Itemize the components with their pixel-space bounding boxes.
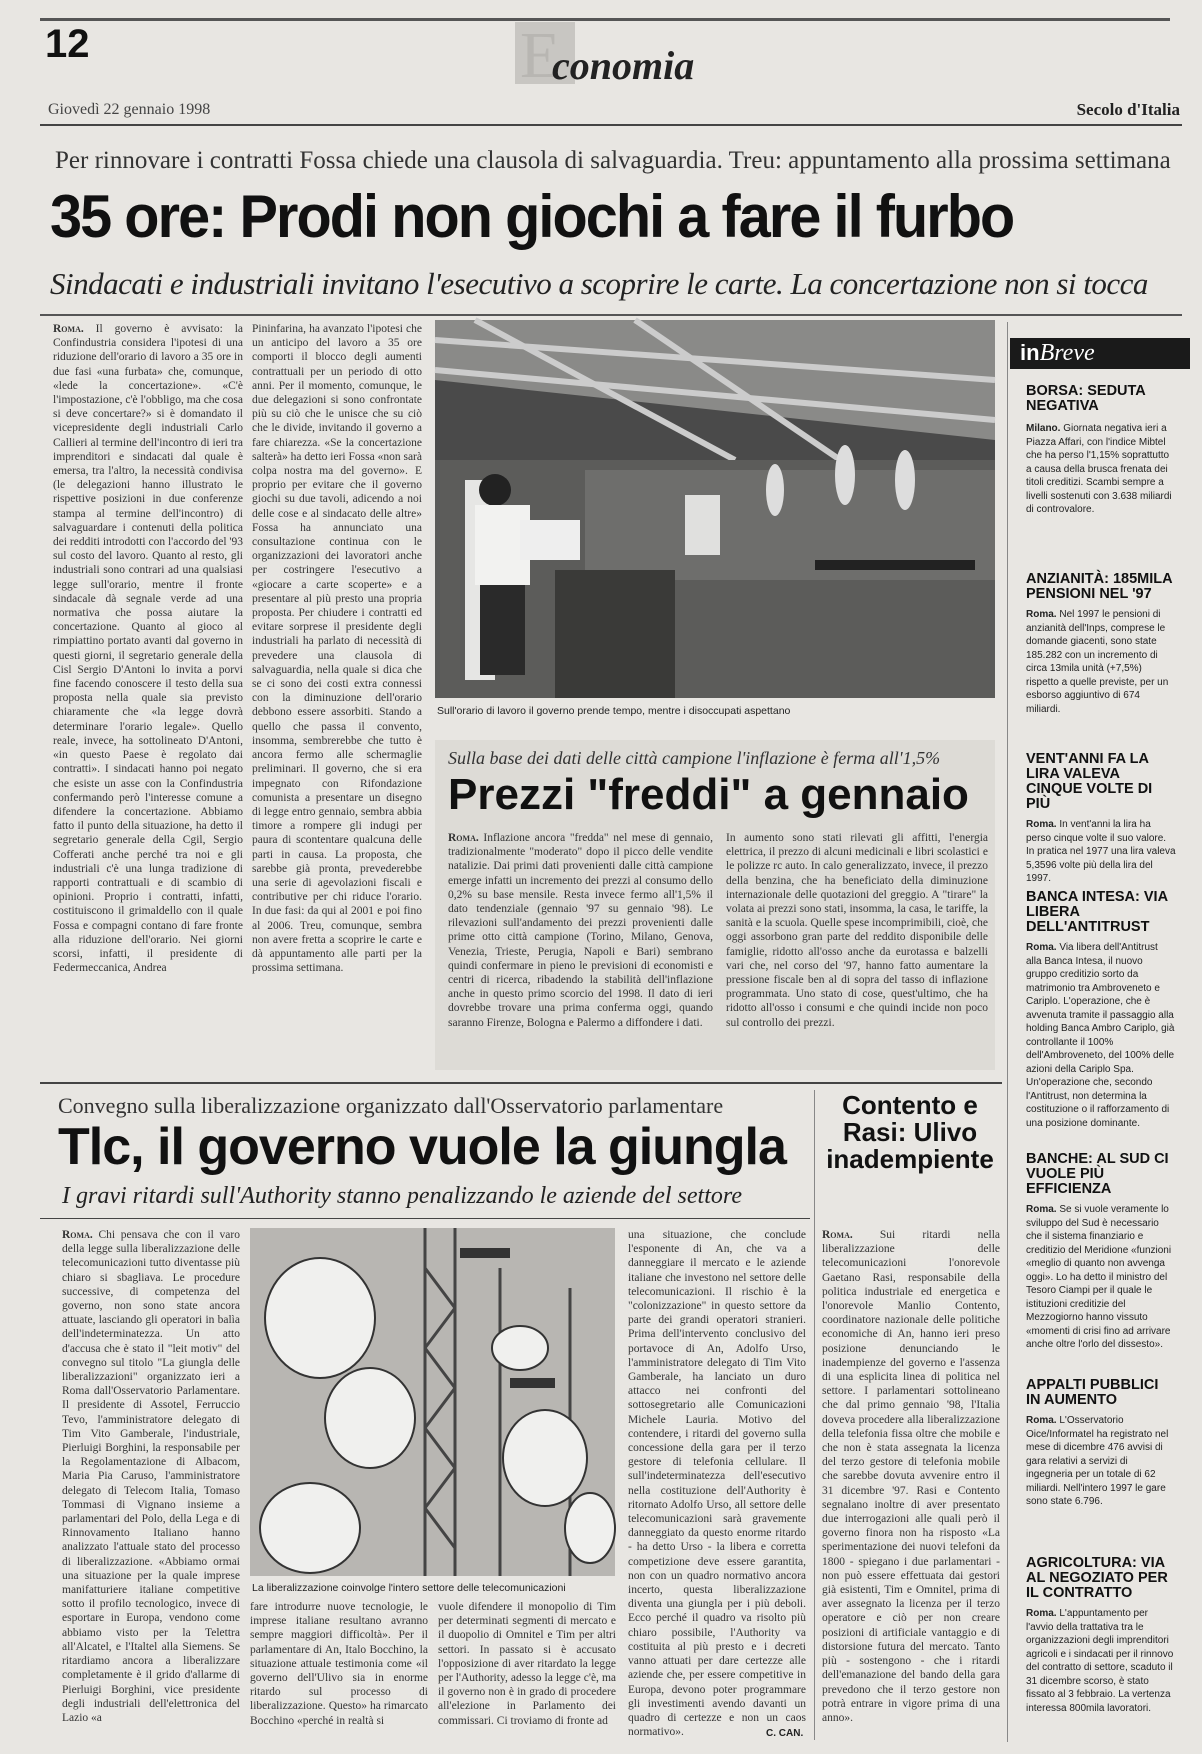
breve-tag-in: in xyxy=(1020,340,1040,365)
issue-date: Giovedì 22 gennaio 1998 xyxy=(48,101,211,118)
antenna-photo-image xyxy=(250,1228,615,1576)
breve-dateline-6: Roma. xyxy=(1026,1415,1057,1426)
tlc-text-4: vuole difendere il monopolio di Tim per determinati segmenti di mercato e il duopolio di Omnitel e Tim per altri settori. In passato si è accusato l'opposizione di aver ritardato la legge per l'Authority, adesso la legge c'è, ma il governo non è in grado di procedere all'elezione in Parlamento dei commissari. Ci troviamo di fronte ad xyxy=(438,1601,616,1727)
lead-column-2 xyxy=(252,322,422,1070)
inflation-headline: Prezzi "freddi" a gennaio xyxy=(448,770,969,819)
breve-text-3: In vent'anni la lira ha perso cinque volte il suo valore. In pratica nel 1977 una lira valeva 5,3596 volte più della lira del 1997. xyxy=(1026,819,1176,884)
lead-photo-caption: Sull'orario di lavoro il governo prende tempo, mentre i disoccupati aspettano xyxy=(437,705,791,717)
sidebar-rule xyxy=(814,1090,815,1740)
inflation-column-1 xyxy=(448,831,713,1066)
breve-item-3 xyxy=(1026,752,1176,886)
breve-item-1 xyxy=(1026,384,1176,517)
breve-rule xyxy=(1007,322,1008,1742)
breve-head-1: BORSA: SEDUTA NEGATIVA xyxy=(1026,383,1146,414)
breve-item-6 xyxy=(1026,1378,1176,1509)
breve-head-4: BANCA INTESA: VIA LIBERA DELL'ANTITRUST xyxy=(1026,889,1168,935)
breve-item-7 xyxy=(1026,1556,1176,1715)
breve-head-7: AGRICOLTURA: VIA AL NEGOZIATO PER IL CONTRATTO xyxy=(1026,1555,1168,1601)
lead-text-1: Il governo è avvisato: la Confindustria considera l'ipotesi di una riduzione dell'orario di lavoro a 35 ore in due fasi «una furbata» che, comunque, «lede la concertazione». «C'è l'impostazione, c'è l'obbligo, ma che cosa si deve concertare?» si è domandato il vicepresidente degli industriali Carlo Callieri al termine dell'incontro di ieri tra imprenditori e sindacati dal quale è emersa, tra l'altro, la necessità condivisa (le delegazioni hanno illustrato le rispettive posizioni in due conferenze stampa al termine dell'incontro) di salvaguardare i contenuti della politica dei redditi introdotti con l'accordo del '93 sul costo del lavoro. Quanto al resto, gli industriali sono contrari ad una qualsiasi legge sull'orario, mentre il fronte sindacale dà segnale verde ad una normativa che possa aiutare la concertazione. Quanto al gioco al rimpiattino portato avanti dal governo in questi giorni, il segretario generale della Cisl Sergio D'Antoni lo invita a porvi fine facendo conoscere il testo della sua proposta nella quale sia previsto chiaramente che «la legge dovrà determinare l'orario legale». Quello reale, invece, ha sottolineato D'Antoni, «in questo Paese è regolato dai contratti». I sindacati hanno poi negato che esiste un asse con la Confindustria confermando però l'interesse comune a difendere la concertazione. Abbiamo fatto il punto della situazione, ha detto il segretario generale della Cgil, Sergio Cofferati anche perché tra noi e gli industriali c'è una lunga tradizione di rapporti contrattuali e di scambio di opinioni. Proprio i contratti, infatti, costituiscono il grimaldello con il quale Fossa e compagni contano di fare fronte alla riduzione dell'orario. Nei giorni scorsi, infatti, il presidente di Federmeccanica, Andrea xyxy=(53,323,244,975)
lead-text-2: Pininfarina, ha avanzato l'ipotesi che un anticipo del lavoro a 35 ore comporti il blocco degli aumenti contrattuali per un periodo di otto anni. Per il momento, comunque, le due delegazioni si sono confrontate più su ciò che le unisce che su ciò che le divide, invitando il governo a fare chiarezza. «Se la concertazione salterà» ha detto ieri Fossa «non sarà colpa nostra ma del governo». E proprio per evitare che il governo giochi su due tavoli, adicendo a noi delle cose e al sindacato delle altre» Fossa ha annunciato una consultazione continua con le organizzazioni dei lavoratori anche per costringere l'esecutivo a «giocare a carte scoperte» e a presentare al più presto una propria proposta. Per chiudere i contratti ed evitare sorprese il presidente degli industriali ha parlato di necessità di prevedere una clausola di salvaguardia, nella quale si dica che se ci sono dei costi extra connessi con la diminuzione dell'orario debbono essere assorbiti. Stando a quello che passa il convento, insomma, sembrerebbe che tutto è ancora fermo alle schermaglie preliminari. Il governo, che si era impegnato con Rifondazione comunista a presentare un disegno di legge entro gennaio, sembra abbia timore a rompere gli indugi per paura di scontentare qualcuna delle parti in causa. La proposta, che sarebbe già pronta, prevederebbe una serie di agevolazioni fiscali e contributive per chi riduce l'orario. In due fasi: da qui al 2001 e poi fino al 2006. Treu, comunque, sembra non avere fretta a scoprire le carte e dà appuntamento alle parti per la prossima settimana. xyxy=(252,323,422,975)
lead-kicker: Per rinnovare i contratti Fossa chiede una clausola di salvaguardia. Treu: appuntamento alla prossima settimana xyxy=(55,147,1171,174)
tlc-dateline: Roma. xyxy=(62,1229,93,1241)
breve-head-2: ANZIANITÀ: 185MILA PENSIONI NEL '97 xyxy=(1026,571,1173,602)
tlc-column-4 xyxy=(438,1600,616,1738)
breve-head-5: BANCHE: AL SUD CI VUOLE PIÙ EFFICIENZA xyxy=(1026,1151,1169,1197)
sidebar-text: Sui ritardi nella liberalizzazione delle telecomunicazioni l'onorevole Gaetano Rasi, responsabile della politica industriale ed energetica e l'onorevole Manlio Contento, coordinatore nazionale delle politiche economiche di An, hanno ieri preso posizione denunciando le inadempienze del governo e l'assenza di una esplicita linea di politica nel settore. I parlamentari sottolineano che dal primo gennaio '98, l'Italia doveva procedere alla liberalizzazione della telefonia fissa oltre che mobile e che non è stata assegnata la licenza del terzo gestore di telefonia mobile che sarebbe dovuta avvenire entro il 31 dicembre '97. Rasi e Contento segnalano inoltre di aver presentato due interrogazioni alle quali però il governo finora non ha risposto «La sperimentazione dei nuovi telefoni da 1800 - spiegano i due parlamentari - non può essere effettuata dai gestori già esistenti, Tim e Omnitel, prima di aver assegnato la licenza per il terzo operatore e ciò per non creare posizioni di artificiale vantaggio e di distorsione futura del mercato. Tanto più - sostengono - che i ritardi dell'emanazione del bando della gara prevedono che il terzo gestore non potrà entrare in vigore prima di una anno». xyxy=(822,1229,1000,1724)
page-number: 12 xyxy=(45,22,90,66)
breve-tag xyxy=(1010,338,1190,369)
breve-dateline-1: Milano. xyxy=(1026,423,1061,434)
breve-text-2: Nel 1997 le pensioni di anzianità dell'Inps, comprese le domande giacenti, sono state 185.282 con un incremento di circa 13mila unità (+7,5%) rispetto a quelle previste, per un esborso aggiuntivo di 674 miliardi. xyxy=(1026,609,1169,715)
breve-text-7: L'appuntamento per l'avvio della trattativa tra le organizzazioni degli imprenditori agricoli e i sindacati per il rinnovo del contratto di settore, scaduto il 31 dicembre scorso, è stato fissato al 3 febbraio. La vertenza interessa 800mila lavoratori. xyxy=(1026,1608,1174,1714)
breve-item-2 xyxy=(1026,572,1176,716)
tlc-text-1: Chi pensava che con il varo della legge sulla liberalizzazione delle telecomunicazioni tutto diventasse più chiaro si sbagliava. Le procedure successive, di competenza del governo, non sono state ancora attuate, lasciando gli operatori in balìa dell'indeterminatezza. Un atto d'accusa che è stato il "leit motiv" del convegno sul titolo "La giungla delle liberalizzazioni" organizzato ieri a Roma dall'Osservatorio Parlamentare. Il presidente di Assotel, Ferruccio Tevo, l'amministratore delegato di Tim Vito Gamberale, l'industriale, Pierluigi Borghini, la responsabile per la Regolamentazione di Albacom, Maria Pia Caruso, l'amministratore delegato di Telecom Italia, Tomaso Tommasi di Vignano insieme a parlamentari del Polo, della Lega e di Rinnovamento Italiano hanno analizzato l'attuale stato del processo di liberalizzazione. «Abbiamo ormai una situazione per la quale imprese manifatturiere italiane competitive sotto il profilo tecnologico, invece di esportare in Europa, vendono come abbiamo visto per la Telettra all'Alcatel, e l'Italtel alla Siemens. Se ritardiamo ancora a liberalizzare completamente è il grido d'allarme di Pierluigi Borghini, vice presidente degli industriali dell'elettronica del Lazio «a xyxy=(62,1229,240,1724)
tlc-text-3: una situazione, che conclude l'esponente di An, che va a danneggiare il mercato e le aziende italiane che investono nel settore delle telecomunicazioni. Il rischio è la "colonizzazione" in questo settore da parte dei grandi operatori stranieri. Prima dell'intervento conclusivo del portavoce di An, Adolfo Urso, l'amministratore delegato di Tim Vito Gamberale, ha lanciato un duro attacco nei confronti del sottosegretario alle Comunicazioni Michele Lauria. Motivo del contendere, i ritardi del governo sulla concessione della gara per il terzo gestore di telefonia cellulare. Il sull'indeterminatezza dell'esecutivo nella costituzione dell'Authority è ritornato Adolfo Urso, all settore delle telecomunicazioni sarà gravemente danneggiato da questo enorme ritardo - ha detto Urso - la libera e corretta competizione deve essere garantita, non con un quadro normativo ancora incerto, questa liberalizzazione diventa una giungla per i più deboli. Ecco perché il quadro va risolto più chiaro possibile, l'Authority va costituita al più presto e i decreti vanno attuati per dare certezze alle aziende che, per essere competitive in Europa, devono poter programmare gli investimenti avendo davanti un quadro di certezze e non un caos normativo». xyxy=(628,1229,806,1739)
antenna-photo xyxy=(250,1228,615,1576)
factory-photo-image xyxy=(435,320,995,698)
tlc-text-2: fare introdurre nuove tecnologie, le imprese italiane resultano avranno sempre maggiori difficoltà». Per il parlamentare di An, Italo Bocchino, la situazione attuale testimonia come «il governo dell'Ulivo sia in enorme ritardo sul processo di liberalizzazione. Questo» ha rimarcato Bocchino «perché in realtà si xyxy=(250,1601,428,1727)
tlc-kicker: Convegno sulla liberalizzazione organizzato dall'Osservatorio parlamentare xyxy=(58,1093,724,1118)
top-rule xyxy=(40,18,1170,21)
factory-photo xyxy=(435,320,995,698)
sidebar-headline: Contento e Rasi: Ulivo inadempiente xyxy=(826,1090,994,1174)
lead-column-1 xyxy=(53,322,243,1070)
breve-head-6: APPALTI PUBBLICI IN AUMENTO xyxy=(1026,1377,1159,1408)
inflation-text-1: Inflazione ancora "fredda" nel mese di gennaio, tradizionalmente "moderato" dopo il picco delle vendite natalizie. Dai primi dati provenienti dalle città campione emerge infatti un incremento dei prezzi al consumo dello 0,2% su base mensile. Resta invece fermo all'1,5% il dato tendenziale (gennaio '97 su gennaio '98). Le rilevazioni sull'andamento dei prezzi provenienti dalle prime otto città campione (Torino, Milano, Genova, Venezia, Trieste, Perugia, Napoli e Bari) sembrano quindi confermare in pieno le previsioni di economisti e centri di ricerca, ribadendo la stabilità dell'inflazione anche in questo primo scorcio del 1998. Il dato di ieri dovrebbe trovare una prima conferma oggi, quando saranno Firenze, Bologna e Palermo a diffondere i dati. xyxy=(448,832,713,1029)
breve-text-4: Via libera dell'Antitrust alla Banca Intesa, il nuovo gruppo creditizio sorto da matrimonio tra Ambroveneto e Cariplo. L'operazione, che è avvenuta tramite il passaggio alla holding Banca Ambro Cariplo, già controllante il 100% dell'Ambroveneto, del 100% delle azioni della Cariplo Spa. Un'operazione che, secondo l'Antitrust, non determina la costituzione o il rafforzamento di una posizione dominante. xyxy=(1026,942,1175,1129)
header-rule xyxy=(40,124,1182,126)
lead-headline: 35 ore: Prodi non giochi a fare il furbo xyxy=(50,183,1014,250)
tlc-column-2 xyxy=(250,1600,428,1738)
breve-dateline-4: Roma. xyxy=(1026,942,1057,953)
inflation-column-2 xyxy=(726,831,988,1066)
tlc-byline: C. CAN. xyxy=(766,1728,804,1739)
inflation-text-2: In aumento sono stati rilevati gli affitti, l'energia elettrica, il prezzo di alcuni medicinali e libri scolastici e le polizze rc auto. In calo generalizzato, invece, il prezzo della benzina, che ha beneficiato della diminuzione internazionale delle quotazioni del greggio. A "tirare" la volata ai prezzi sono stati, insomma, la casa, le tariffe, la sanità e la scuola. Quelle spese incomprimibili, cioè, che oggi assorbono gran parte del reddito disponibile delle famiglie, ridotto all'osso anche da eurotassa e balzelli vari che, nel corso del '97, hanno fatto aumentare la pressione fiscale ben al di sopra del tasso di inflazione programmata. Uno stato di cose, quest'ultimo, che ha ridotto all'osso i consumi e che quindi incide non poco sul controllo dei prezzi. xyxy=(726,832,988,1029)
sidebar-column xyxy=(822,1228,1000,1738)
section-initial: E xyxy=(520,19,561,92)
sidebar-dateline: Roma. xyxy=(822,1229,853,1241)
inflation-dateline: Roma. xyxy=(448,832,479,844)
breve-item-4 xyxy=(1026,890,1176,1130)
section-title: conomia xyxy=(552,43,695,88)
tlc-column-1 xyxy=(62,1228,240,1738)
breve-tag-word: Breve xyxy=(1039,340,1095,366)
tlc-rule xyxy=(40,1082,1002,1084)
tlc-subhead: I gravi ritardi sull'Authority stanno penalizzando le aziende del settore xyxy=(62,1183,742,1209)
breve-dateline-2: Roma. xyxy=(1026,609,1057,620)
lead-dateline: Roma. xyxy=(53,323,84,335)
tlc-sub-rule xyxy=(40,1218,810,1219)
breve-text-5: Se si vuole veramente lo sviluppo del Sud è necessario che il sistema finanziario e creditizio del Meridione «funzioni «meglio di quanto non avvenga oggi». Lo ha detto il ministro del Tesoro Ciampi per il quale le istituzioni creditizie del Mezzogiorno hanno vissuto «momenti di crisi fino ad arrivare anche oltre l'orlo del dissesto». xyxy=(1026,1204,1172,1350)
tlc-photo-caption: La liberalizzazione coinvolge l'intero settore delle telecomunicazioni xyxy=(252,1582,566,1594)
breve-head-3: VENT'ANNI FA LA LIRA VALEVA CINQUE VOLTE DI PIÙ xyxy=(1026,751,1153,812)
breve-dateline-7: Roma. xyxy=(1026,1608,1057,1619)
breve-item-5 xyxy=(1026,1152,1176,1352)
breve-text-1: Giornata negativa ieri a Piazza Affari, con l'indice Mibtel che ha perso l'1,15% soprattutto a causa della brusca frenata dei titoli creditizi. Scambi sempre a livelli sostenuti con 3.638 miliardi di controvalore. xyxy=(1026,423,1172,515)
newspaper-name: Secolo d'Italia xyxy=(1076,100,1180,119)
breve-dateline-3: Roma. xyxy=(1026,819,1057,830)
breve-text-6: L'Osservatorio Oice/Informatel ha registrato nel mese di dicembre 476 avvisi di gara relativi a servizi di ingegneria per un totale di 62 miliardi. Nell'intero 1997 le gare sono state 6.796. xyxy=(1026,1415,1169,1507)
lead-subhead: Sindacati e industriali invitano l'esecutivo a scoprire le carte. La concertazione non si tocca xyxy=(50,266,1148,301)
tlc-headline: Tlc, il governo vuole la giungla xyxy=(58,1118,786,1176)
lead-rule xyxy=(40,314,1182,316)
inflation-kicker: Sulla base dei dati delle città campione l'inflazione è ferma all'1,5% xyxy=(448,748,941,768)
breve-dateline-5: Roma. xyxy=(1026,1204,1057,1215)
